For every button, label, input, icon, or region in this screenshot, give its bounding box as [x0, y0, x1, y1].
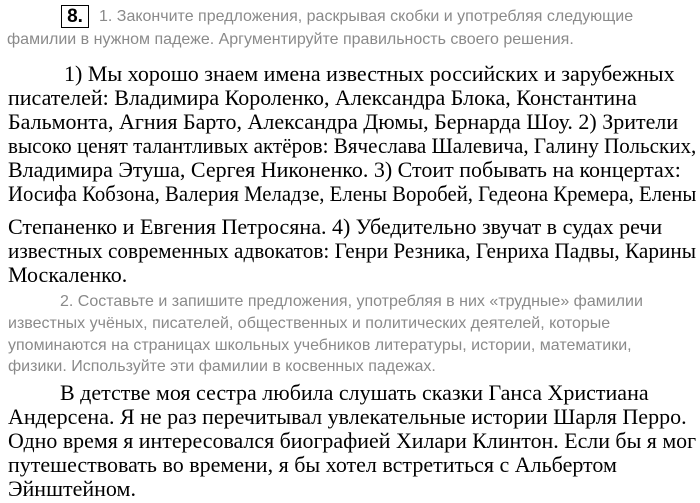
answer1-line-4: высоко ценят талантливых актёров: Вячеслава Шалевича, Галину Польских, — [8, 133, 697, 158]
task1-line-2: фамилии в нужном падеже. Аргументируйте правильность своего решения. — [7, 31, 574, 48]
answer2-line-4: путешествовать во времени, я бы хотел встретиться с Альбертом — [8, 452, 617, 477]
task2-line-2: известных учёных, писателей, общественных и политических деятелей, которые — [8, 315, 611, 332]
task2-line-1: 2. Составьте и запишите предложения, употребляя в них «трудные» фамилии — [60, 293, 643, 310]
answer2-line-3: Одно время я интересовался биографией Хилари Клинтон. Если бы я мог — [8, 428, 697, 453]
answer2-line-5: Эйнштейном. — [8, 476, 136, 501]
exercise-number: 8. — [61, 5, 89, 28]
answer1-line-3: Бальмонта, Агния Барто, Александра Дюмы, Бернарда Шоу. 2) Зрители — [8, 109, 679, 134]
task2-line-4: физики. Используйте эти фамилии в косвенных падежах. — [8, 358, 436, 375]
task2-line-3: упоминаются на страницах школьных учебников литературы, истории, математики, — [8, 337, 632, 354]
answer1-line-8: известных современных адвокатов: Генри Резника, Генриха Падвы, Карины — [8, 238, 696, 263]
answer1-line-1: 1) Мы хорошо знаем имена известных российских и зарубежных — [64, 61, 675, 86]
answer2-line-2: Андерсена. Я не раз перечитывал увлекательные истории Шарля Перро. — [8, 404, 687, 429]
answer1-line-7: Степаненко и Евгения Петросяна. 4) Убедительно звучат в судах речи — [8, 214, 663, 239]
answer1-line-5: Владимира Этуша, Сергея Никоненко. 3) Стоит побывать на концертах: — [8, 157, 681, 182]
answer2-line-1: В детстве моя сестра любила слушать сказки Ганса Христиана — [60, 380, 649, 405]
task1-line-1: 1. Закончите предложения, раскрывая скобки и употребляя следующие — [99, 8, 634, 25]
answer1-line-6: Иосифа Кобзона, Валерия Меладзе, Елены Воробей, Гедеона Кремера, Елены — [8, 181, 697, 206]
answer1-line-2: писателей: Владимира Короленко, Александра Блока, Константина — [8, 85, 637, 110]
answer1-line-9: Москаленко. — [8, 262, 128, 287]
